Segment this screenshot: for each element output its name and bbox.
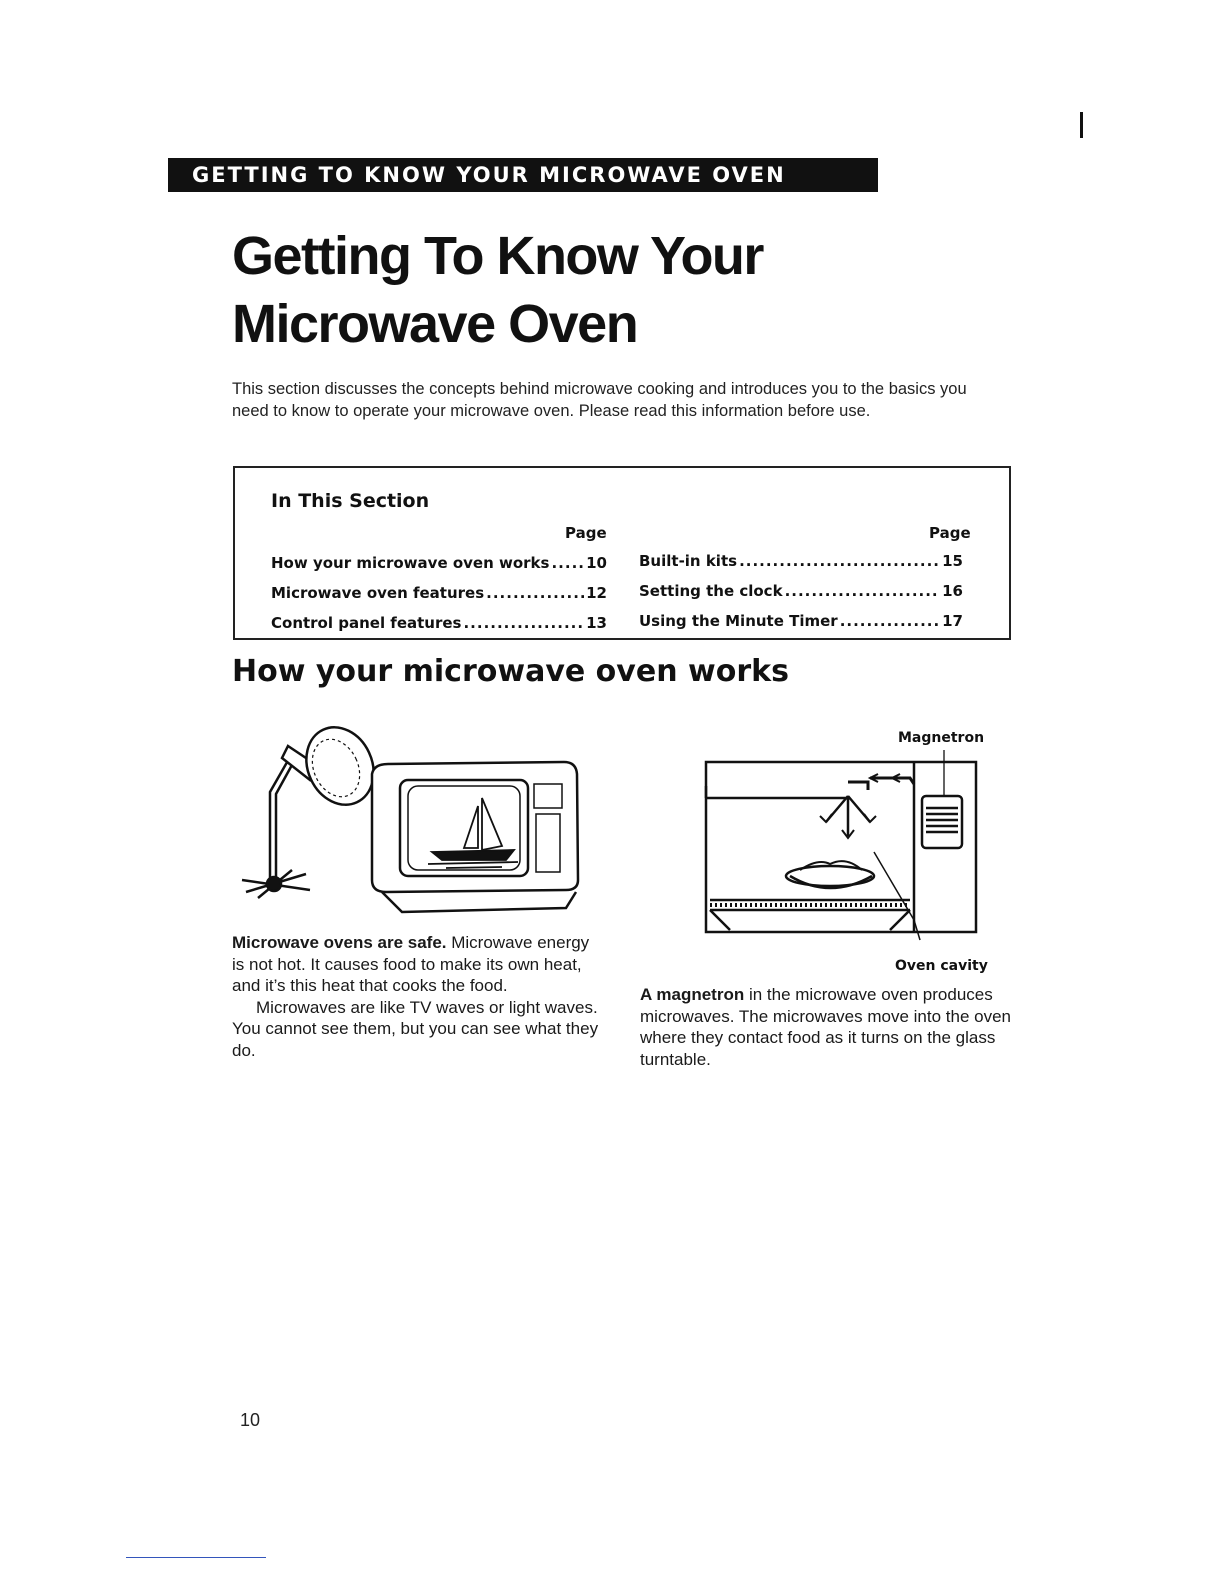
toc-entry-label: Built-in kits	[639, 552, 738, 570]
left-caption	[232, 932, 602, 1061]
oven-cavity-label: Oven cavity	[895, 958, 988, 974]
toc-entry[interactable]	[271, 614, 607, 632]
toc-entry-page: 15	[942, 552, 963, 570]
television-icon	[372, 762, 578, 912]
toc-entry[interactable]	[639, 552, 963, 570]
toc-entry[interactable]	[271, 554, 607, 572]
toc-entry-page: 10	[586, 554, 607, 572]
toc-entry-label: Using the Minute Timer	[639, 612, 838, 630]
microwave-diagram-icon	[700, 750, 990, 960]
toc-entry-page: 13	[586, 614, 607, 632]
corner-mark	[1080, 112, 1083, 138]
toc-page-header-left: Page	[565, 524, 607, 542]
left-caption-bold: Microwave ovens are safe.	[232, 933, 447, 952]
section-heading: How your microwave oven works	[232, 654, 789, 689]
title-line-2: Microwave Oven	[232, 294, 638, 354]
title-line-1: Getting To Know Your	[232, 226, 763, 286]
right-caption-bold: A magnetron	[640, 985, 745, 1004]
toc-entry[interactable]	[639, 612, 963, 630]
section-banner: GETTING TO KNOW YOUR MICROWAVE OVEN	[168, 158, 878, 192]
toc-entry[interactable]	[639, 582, 963, 600]
toc-entry-label: Control panel features	[271, 614, 462, 632]
toc-leader	[463, 614, 584, 632]
toc-entry-page: 16	[942, 582, 963, 600]
toc-leader	[840, 612, 940, 630]
magnetron-label: Magnetron	[898, 730, 985, 746]
toc-entry-label: Setting the clock	[639, 582, 783, 600]
left-caption-para2: Microwaves are like TV waves or light waves. You cannot see them, but you can see what they do.	[232, 997, 599, 1060]
toc-title: In This Section	[271, 490, 430, 512]
toc-entry-page: 12	[586, 584, 607, 602]
toc-leader	[785, 582, 941, 600]
toc-leader	[486, 584, 584, 602]
page-number: 10	[240, 1410, 261, 1430]
toc-entry-page: 17	[942, 612, 963, 630]
right-caption	[640, 984, 1012, 1070]
right-caption-text: in the microwave oven produces microwaves. The microwaves move into the oven where they contact food as it turns on the glass turntable.	[640, 985, 1012, 1069]
toc-leader	[551, 554, 584, 572]
toc-leader	[739, 552, 940, 570]
toc-page-header-right: Page	[929, 524, 971, 542]
intro-paragraph: This section discusses the concepts behind microwave cooking and introduces you to the basics you need to know to operate your microwave oven. Please read this information before use.	[232, 380, 967, 420]
left-caption-text: Microwave energy is not hot. It causes food to make its own heat, and it’s this heat that cooks the food.	[232, 933, 590, 995]
toc-entry[interactable]	[271, 584, 607, 602]
lamp-icon	[242, 722, 386, 898]
page-title	[232, 222, 763, 358]
footer-rule	[126, 1557, 266, 1558]
in-this-section-box	[233, 466, 1011, 640]
toc-entry-label: Microwave oven features	[271, 584, 485, 602]
lamp-and-tv-illustration	[232, 722, 592, 922]
toc-entry-label: How your microwave oven works	[271, 554, 550, 572]
